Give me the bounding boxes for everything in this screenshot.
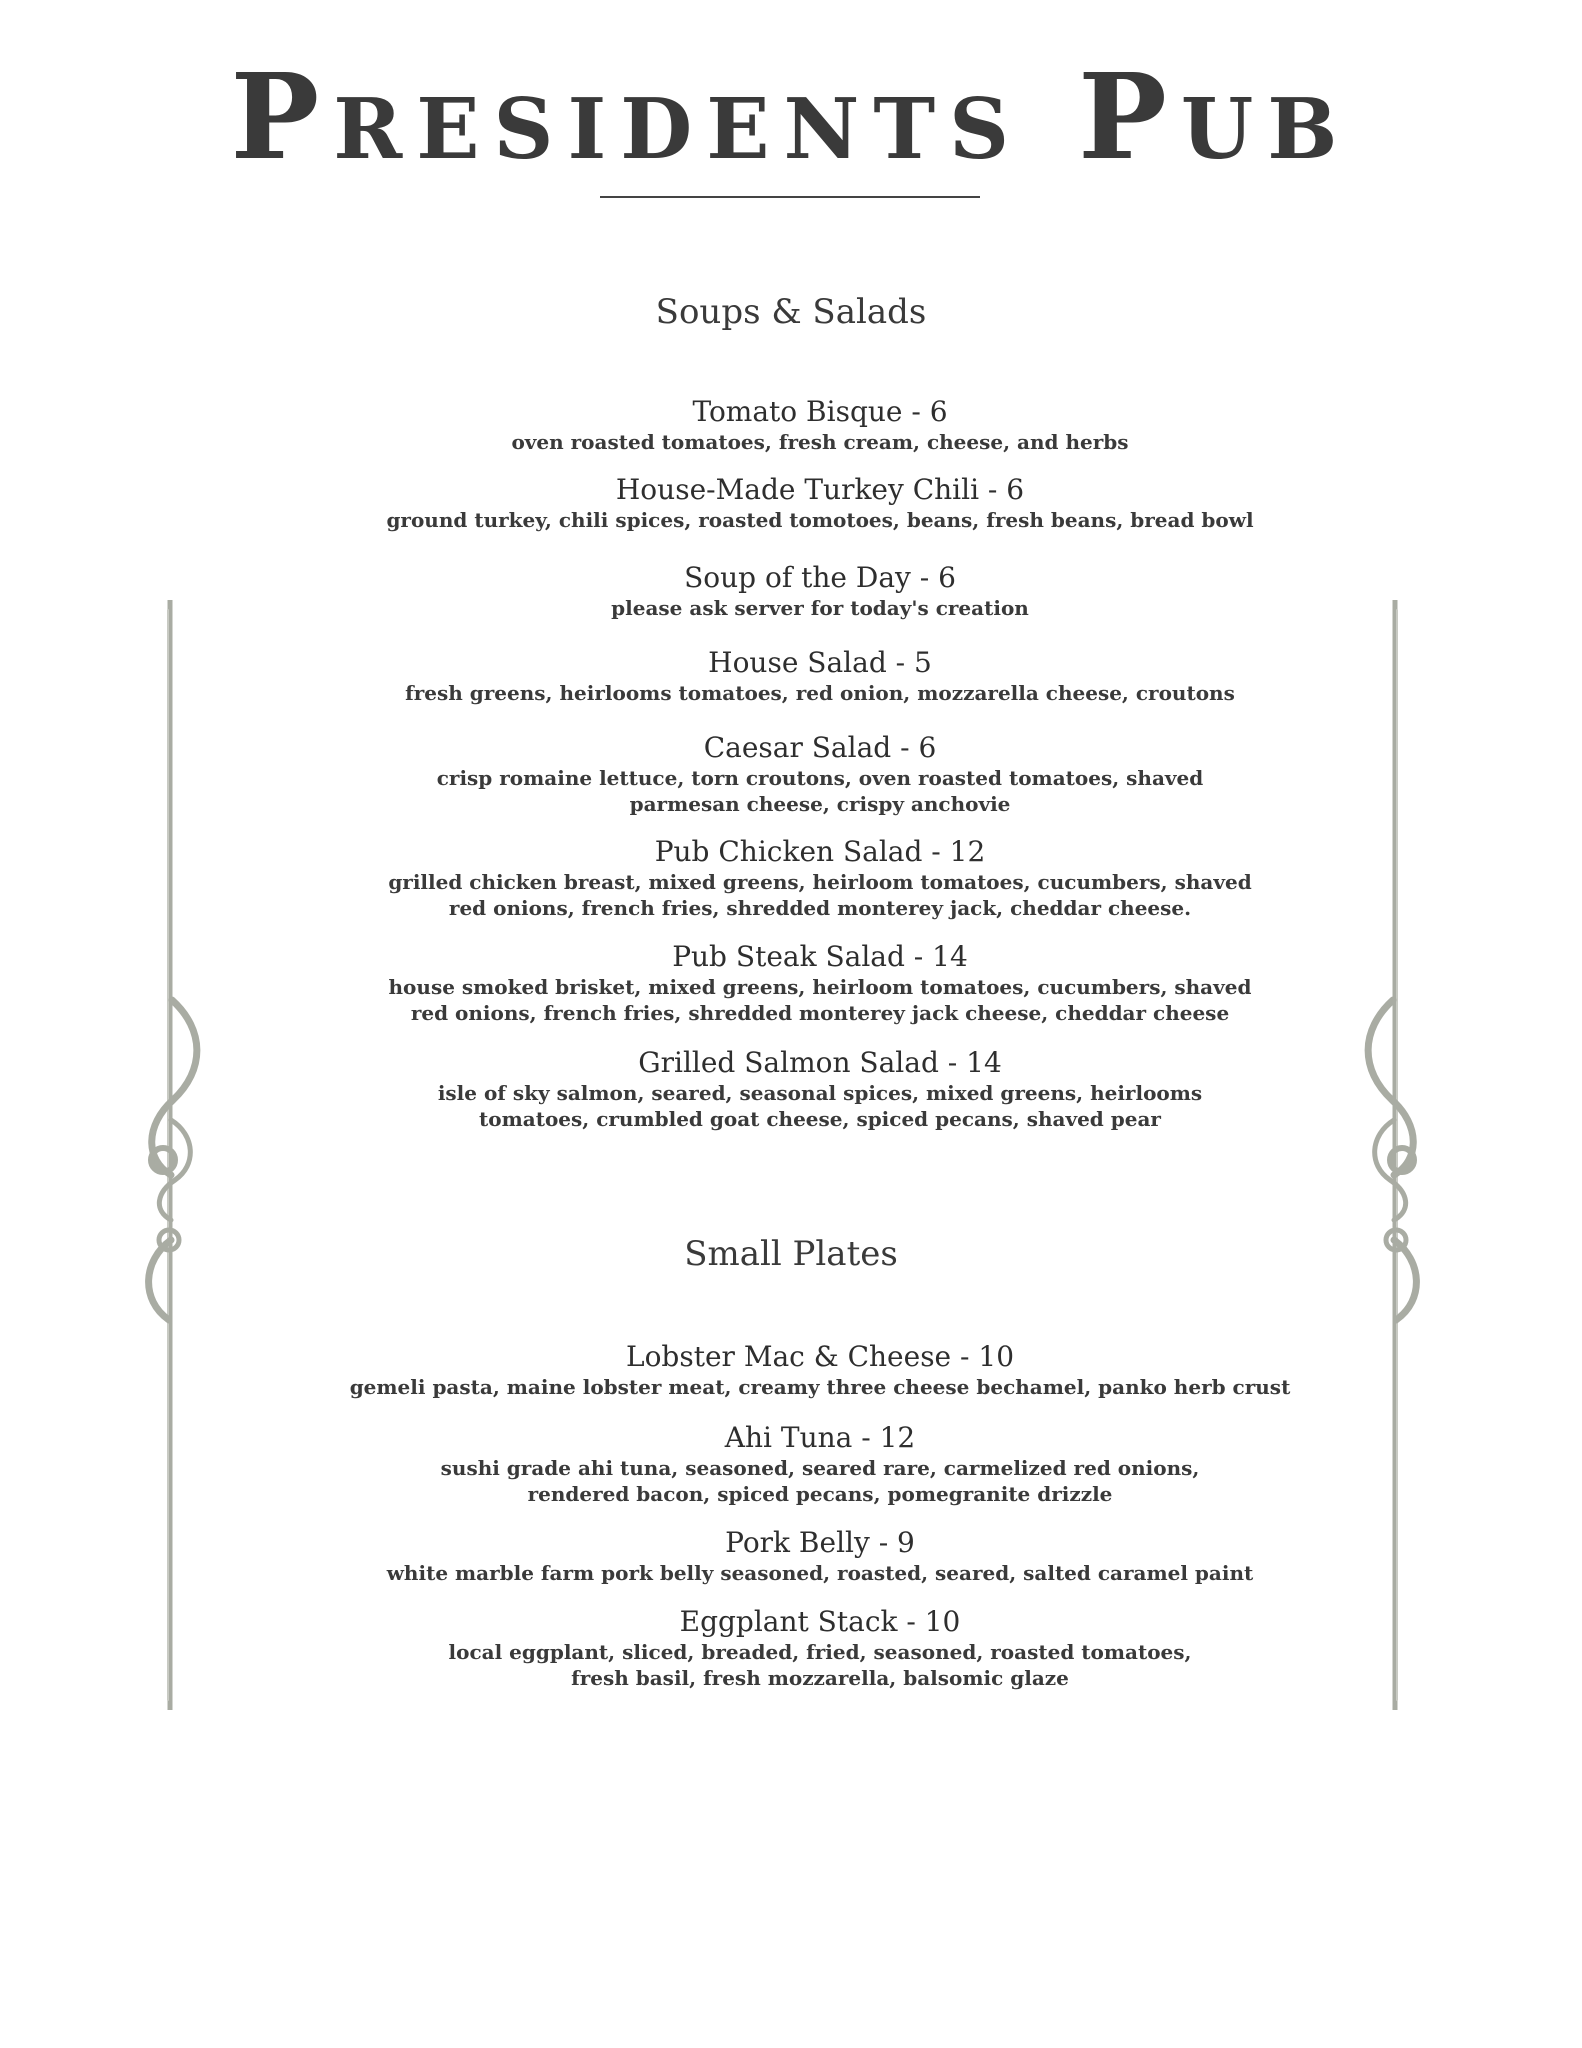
menu-item-title: Pub Steak Salad - 14 (672, 940, 968, 973)
menu-item-description: fresh greens, heirlooms tomatoes, red onion, mozzarella cheese, croutons (405, 681, 1235, 705)
menu-item-description: grilled chicken breast, mixed greens, heirloom tomatoes, cucumbers, shaved red onions, french fries, shredded monterey jack, cheddar cheese. (388, 870, 1252, 920)
menu-item (340, 940, 1300, 1026)
menu-item (340, 1421, 1300, 1507)
menu-item-description: oven roasted tomatoes, fresh cream, cheese, and herbs (511, 430, 1129, 454)
menu-item (340, 473, 1300, 533)
menu-item-title: House-Made Turkey Chili - 6 (615, 473, 1025, 506)
menu-item (340, 395, 1300, 455)
menu-item-title: Grilled Salmon Salad - 14 (638, 1046, 1002, 1079)
menu-item (340, 731, 1300, 817)
menu-item (340, 561, 1300, 621)
section-heading-small-plates: Small Plates (684, 1234, 898, 1274)
menu-item (340, 646, 1300, 706)
menu-item-title: Pub Chicken Salad - 12 (654, 835, 986, 868)
menu-item-description: gemeli pasta, maine lobster meat, creamy three cheese bechamel, panko herb crust (349, 1375, 1291, 1399)
menu-item-title: Ahi Tuna - 12 (724, 1421, 916, 1454)
menu-item-title: Soup of the Day - 6 (684, 561, 956, 594)
right-flourish-ornament (1360, 600, 1430, 1710)
left-flourish-ornament (135, 600, 205, 1710)
menu-item (340, 1605, 1300, 1691)
menu-item-title: Caesar Salad - 6 (703, 731, 937, 764)
menu-item-title: Lobster Mac & Cheese - 10 (625, 1340, 1015, 1373)
menu-item (340, 1526, 1300, 1586)
menu-item-description: white marble farm pork belly seasoned, roasted, seared, salted caramel paint (386, 1561, 1254, 1585)
menu-item-description: local eggplant, sliced, breaded, fried, seasoned, roasted tomatoes, fresh basil, fresh mozzarella, balsomic glaze (448, 1640, 1192, 1690)
menu-item (340, 1046, 1300, 1132)
title-underline (600, 196, 980, 198)
menu-item-description: please ask server for today's creation (611, 596, 1029, 620)
menu-item-description: ground turkey, chili spices, roasted tomotoes, beans, fresh beans, bread bowl (386, 508, 1254, 532)
menu-item-description: isle of sky salmon, seared, seasonal spices, mixed greens, heirlooms tomatoes, crumbled goat cheese, spiced pecans, shaved pear (437, 1081, 1203, 1131)
menu-item-description: house smoked brisket, mixed greens, heirloom tomatoes, cucumbers, shaved red onions, french fries, shredded monterey jack cheese, cheddar cheese (388, 975, 1252, 1025)
menu-item (340, 835, 1300, 921)
section-heading-soups-salads: Soups & Salads (655, 292, 927, 332)
restaurant-title: Presidents Pub (230, 47, 1352, 186)
menu-item-description: crisp romaine lettuce, torn croutons, oven roasted tomatoes, shaved parmesan cheese, crispy anchovie (436, 766, 1204, 816)
menu-item-title: Tomato Bisque - 6 (692, 395, 948, 428)
menu-item-title: House Salad - 5 (708, 646, 932, 679)
menu-item (340, 1340, 1300, 1400)
menu-item-description: sushi grade ahi tuna, seasoned, seared rare, carmelized red onions, rendered bacon, spiced pecans, pomegranite drizzle (440, 1456, 1200, 1506)
menu-item-title: Eggplant Stack - 10 (679, 1605, 961, 1638)
menu-item-title: Pork Belly - 9 (725, 1526, 915, 1559)
